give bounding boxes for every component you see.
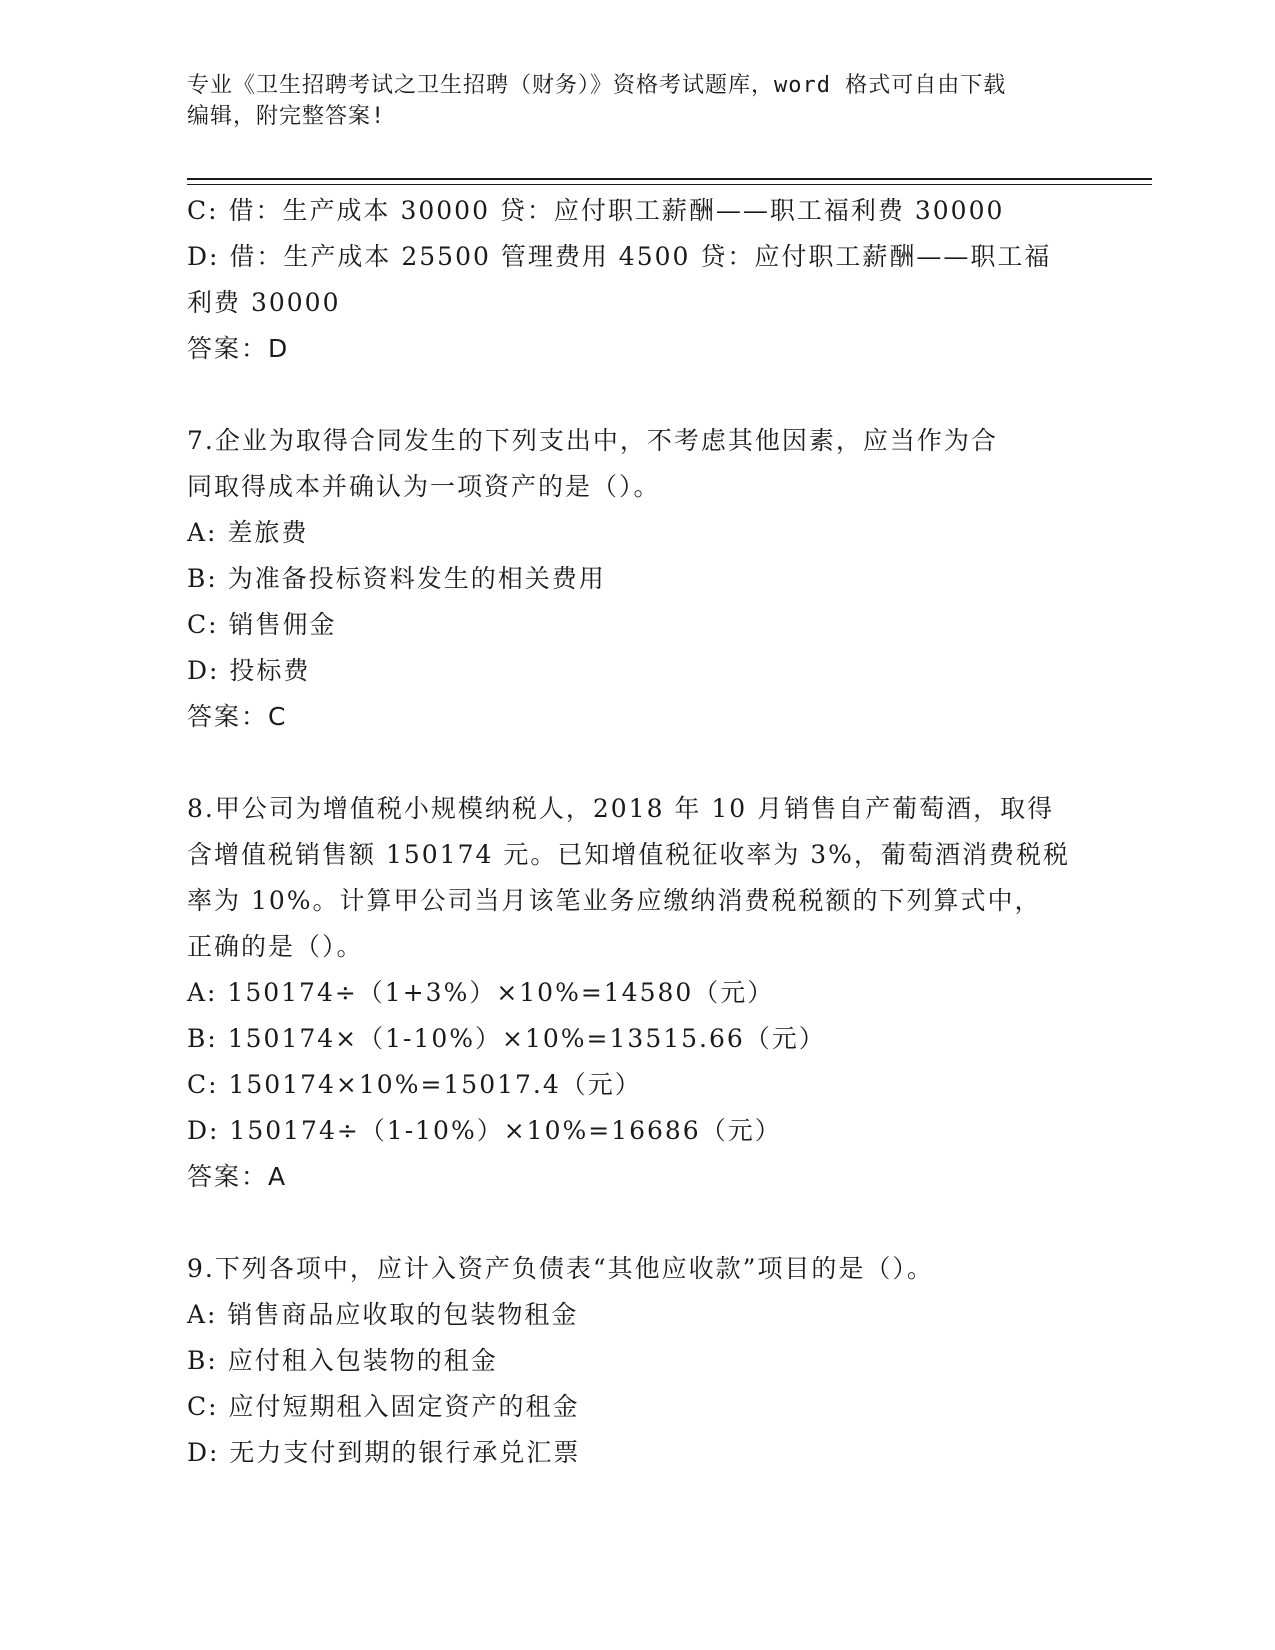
question-7 <box>187 418 1087 740</box>
q8-stem-line-1: 8.甲公司为增值税小规模纳税人，2018 年 10 月销售自产葡萄酒，取得 <box>187 794 1055 823</box>
q6-option-c: C: 借：生产成本 30000 贷：应付职工薪酬——职工福利费 30000 <box>187 196 1005 225</box>
q9-option-b: B: 应付租入包装物的租金 <box>187 1346 498 1375</box>
question-8 <box>187 786 1087 1200</box>
header-rule-thick <box>187 178 1152 180</box>
q8-stem-line-2: 含增值税销售额 150174 元。已知增值税征收率为 3%，葡萄酒消费税税 <box>187 840 1070 869</box>
q6-option-d-line-1: D: 借：生产成本 25500 管理费用 4500 贷：应付职工薪酬——职工福 <box>187 242 1052 271</box>
q8-option-d: D: 150174÷（1-10%）×10%=16686（元） <box>187 1116 782 1145</box>
q7-stem-line-2: 同取得成本并确认为一项资产的是（）。 <box>187 472 661 501</box>
q6-answer: 答案：D <box>187 334 290 363</box>
header-rule-thin <box>187 184 1152 185</box>
q9-stem-line-1: 9.下列各项中，应计入资产负债表“其他应收款”项目的是（）。 <box>187 1254 934 1283</box>
spacer <box>187 1200 1087 1246</box>
q8-answer: 答案：A <box>187 1162 288 1191</box>
question-9 <box>187 1246 1087 1476</box>
q8-option-b: B: 150174×（1-10%）×10%=13515.66（元） <box>187 1024 826 1053</box>
q7-option-c: C: 销售佣金 <box>187 610 337 639</box>
q8-stem-line-4: 正确的是（）。 <box>187 932 364 961</box>
q8-stem-line-3: 率为 10%。计算甲公司当月该笔业务应缴纳消费税税额的下列算式中， <box>187 886 1042 915</box>
q6-option-d-line-2: 利费 30000 <box>187 288 341 317</box>
q7-stem-line-1: 7.企业为取得合同发生的下列支出中，不考虑其他因素，应当作为合 <box>187 426 998 455</box>
q8-option-c: C: 150174×10%=15017.4（元） <box>187 1070 642 1099</box>
q7-option-d: D: 投标费 <box>187 656 311 685</box>
q7-option-b: B: 为准备投标资料发生的相关费用 <box>187 564 606 593</box>
q7-option-a: A: 差旅费 <box>187 518 309 547</box>
q9-option-d: D: 无力支付到期的银行承兑汇票 <box>187 1438 581 1467</box>
header-line-1: 专业《卫生招聘考试之卫生招聘（财务）》资格考试题库，word 格式可自由下载 <box>187 73 1007 98</box>
header-line-2: 编辑，附完整答案! <box>187 104 386 129</box>
spacer <box>187 740 1087 786</box>
question-6-tail <box>187 188 1087 372</box>
spacer <box>187 372 1087 418</box>
document-header <box>187 70 1067 132</box>
q9-option-c: C: 应付短期租入固定资产的租金 <box>187 1392 580 1421</box>
q9-option-a: A: 销售商品应收取的包装物租金 <box>187 1300 579 1329</box>
q8-option-a: A: 150174÷（1+3%）×10%=14580（元） <box>187 978 775 1007</box>
q7-answer: 答案：C <box>187 702 288 731</box>
document-body <box>187 188 1087 1476</box>
